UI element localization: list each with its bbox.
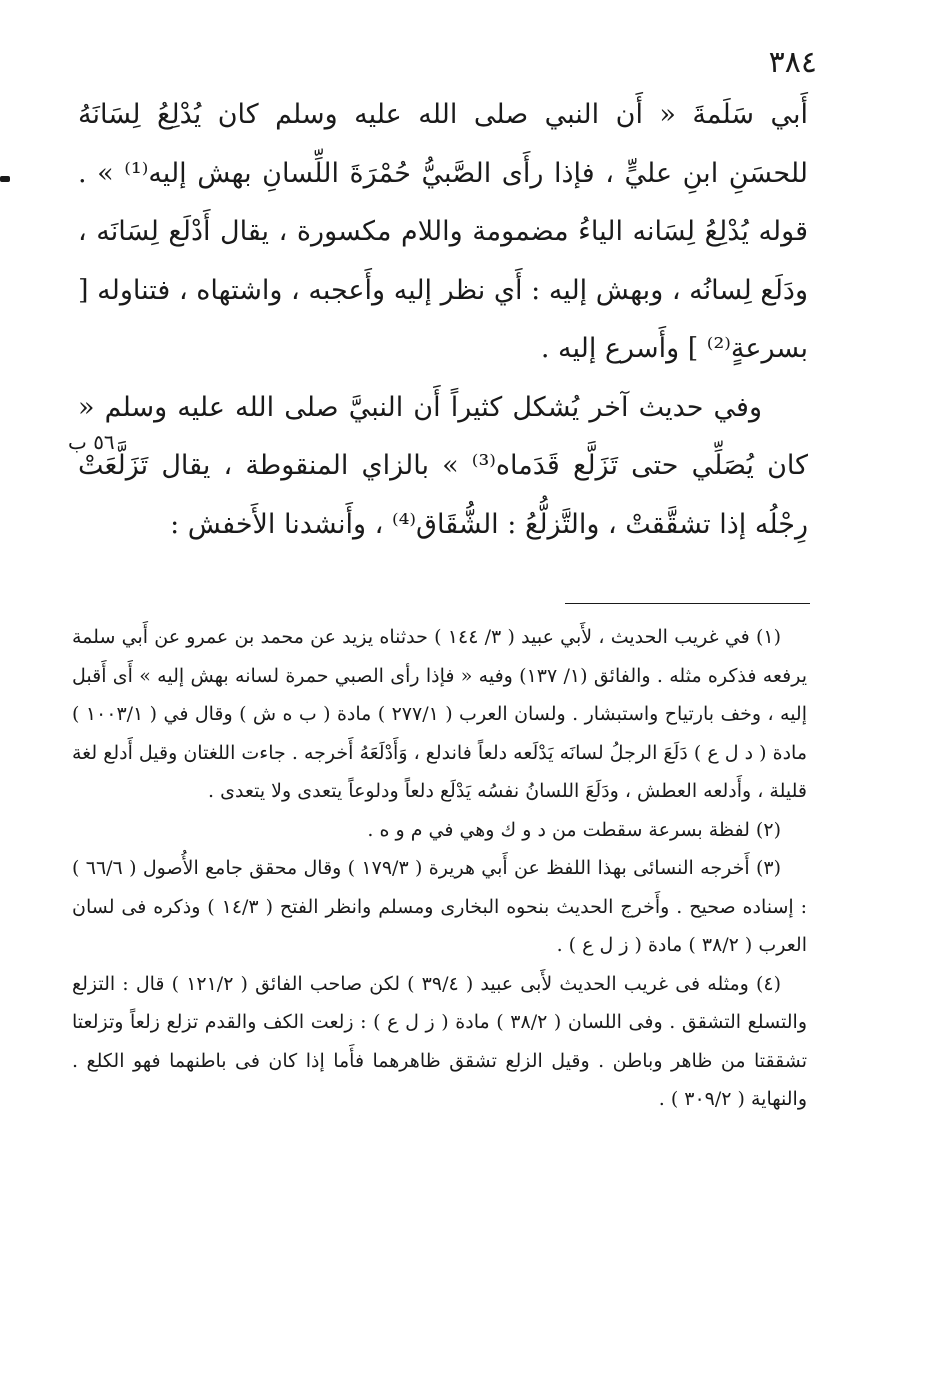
footnote-divider xyxy=(565,603,810,604)
page-number: ٣٨٤ xyxy=(768,45,817,80)
main-text xyxy=(78,86,808,554)
footnotes xyxy=(72,618,807,1119)
footnote-1: (١) في غريب الحديث ، لأَبي عبيد ( ٣/ ١٤٤ ) حدثناه يزيد عن محمد بن عمرو عن أَبي سلمة يرفعه فذكره مثله . والفائق (١/ ١٣٧) وفيه « فإذا رأى الصبي حمرة لسانه بهش إليه » أَى أَقبل إليه ، وخف بارتياح واستبشار . ولسان العرب ( ٢٧٧/١ ) مادة ( ب ه ش ) وقال في ( ١٠٠٣/١ ) مادة ( د ل ع ) دَلَعَ الرجلُ لسانَه يَدْلَعه دلعاً فاندلع ، وَأَدْلَعَهُ أَخرجه . جاءت اللغتان وقيل أَدلع لغة قليلة ، وأَدلعه العطش ، ودَلَعَ اللسانُ نفسُه يَدْلَع دلعاً ودلوعاً يتعدى ولا يتعدى . xyxy=(72,626,808,802)
footnote-4: (٤) ومثله فى غريب الحديث لأَبى عبيد ( ٣٩/٤ ) لكن صاحب الفائق ( ١٢١/٢ ) قال : التزلع والتسلع التشقق . وفى اللسان ( ٣٨/٢ ) مادة ( ز ل ع ) : زلعت الكف والقدم تزلع زلعاً وتزلعتا تشققتا من ظاهر وباطن . وقيل الزلع تشقق ظاهرهما فأَما إذا كان فى باطنهما فهو الكلع . والنهاية ( ٣٠٩/٢ ) . xyxy=(72,972,808,1110)
scan-edge-mark xyxy=(0,176,10,182)
footnote-2: (٢) لفظة بسرعة سقطت من د و ك وهي في م و ه . xyxy=(367,818,781,841)
main-paragraph-2: وفي حديث آخر يُشكل كثيراً أَن النبيَّ صلى الله عليه وسلم « كان يُصَلِّي حتى تَزَلَّع قَدَماه⁽³⁾ » بالزاي المنقوطة ، يقال تَزَلَّعَتْ رِجْلُه إذا تشقَّقتْ ، والتَّزلُّعُ : الشُّقَاق⁽⁴⁾ ، وأَنشدنا الأَخفش : xyxy=(78,391,808,540)
main-paragraph-1: أَبي سَلَمةَ « أَن النبي صلى الله عليه وسلم كان يُدْلِعُ لِسَانَهُ للحسَنِ ابنِ عليٍّ ، فإذا رأَى الصَّبيُّ حُمْرَةَ اللِّسانِ بهش إليه⁽¹⁾ » . قوله يُدْلِعُ لِسَانه الياءُ مضمومة واللام مكسورة ، يقال أَدْلَع لِسَانَه ، ودَلَع لِسانُه ، وبهش إليه : أَي نظر إليه وأَعجبه ، واشتهاه ، فتناوله [ بسرعةٍ⁽²⁾ ] وأَسرع إليه . xyxy=(78,99,808,364)
footnote-3: (٣) أَخرجه النسائى بهذا اللفظ عن أَبي هريرة ( ١٧٩/٣ ) وقال محقق جامع الأُصول ( ٦٦/٦ ) : إسناده صحيح . وأَخرج الحديث بنحوه البخارى ومسلم وانظر الفتح ( ١٤/٣ ) وذكره فى لسان العرب ( ٣٨/٢ ) مادة ( ز ل ع ) . xyxy=(72,857,807,956)
manuscript-folio-marker: ٥٦ ب xyxy=(68,430,115,454)
